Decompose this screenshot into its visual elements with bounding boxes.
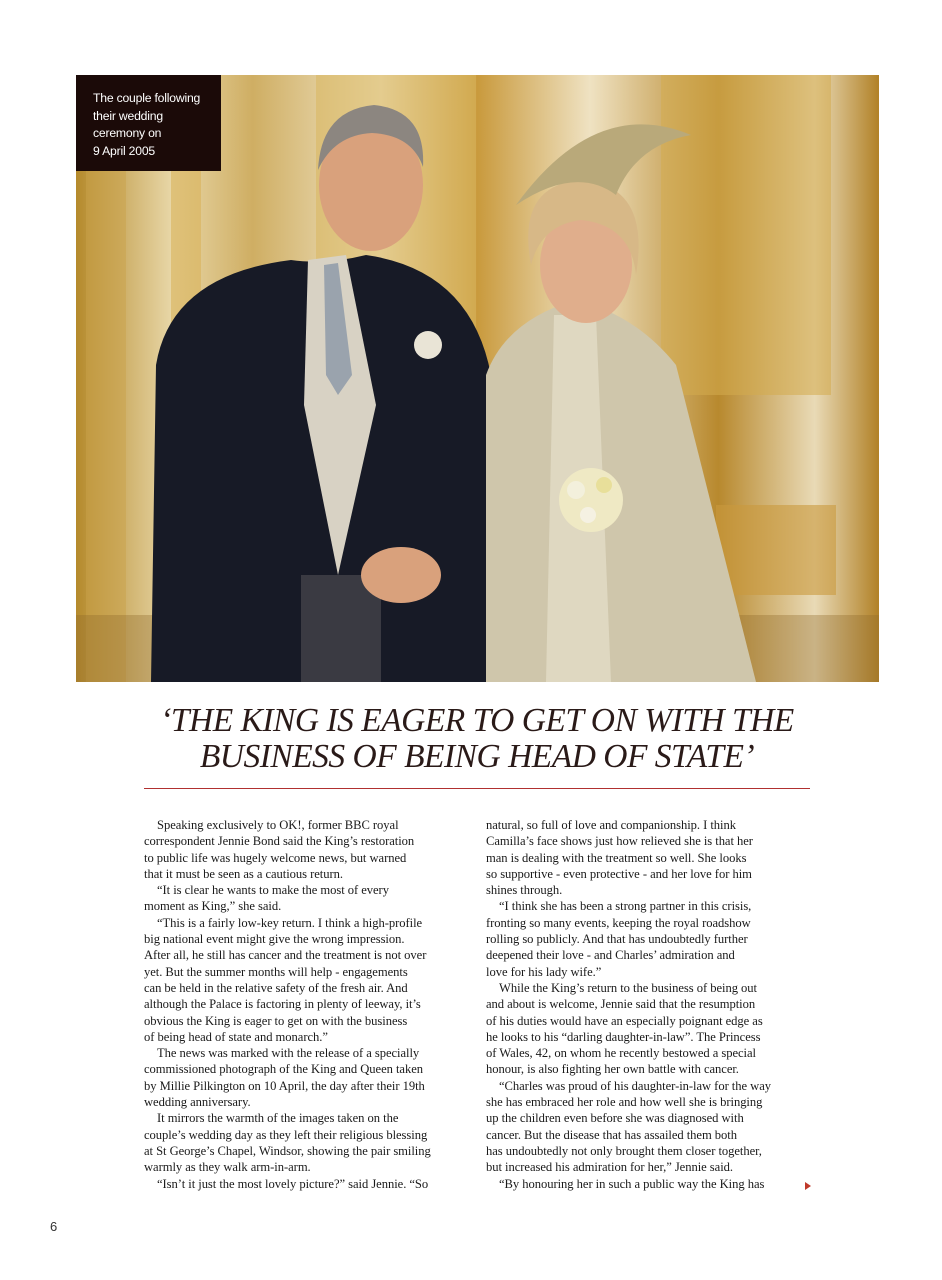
caption-line: The couple following	[93, 91, 201, 105]
body-line: fronting so many events, keeping the royal roadshow	[486, 915, 751, 930]
body-line: While the King’s return to the business of being out	[499, 980, 757, 995]
body-line: although the Palace is factoring in plenty of leeway, it’s	[144, 997, 421, 1012]
body-line: can be held in the relative safety of the fresh air. And	[144, 980, 408, 995]
body-line: obvious the King is eager to get on with the business	[144, 1013, 408, 1028]
body-line: yet. But the summer months will help - engagements	[144, 964, 408, 979]
body-line: to public life was hugely welcome news, but warned	[144, 850, 407, 865]
body-line: shines through.	[486, 883, 563, 898]
article-column-left	[144, 817, 484, 1192]
body-line: he looks to his “darling daughter-in-law”. The Princess	[486, 1029, 761, 1044]
caption-line: their wedding	[93, 108, 163, 123]
caption-line: ceremony on	[93, 126, 162, 140]
body-line: couple’s wedding day as they left their religious blessing	[144, 1127, 428, 1142]
body-line: “By honouring her in such a public way the King has	[499, 1176, 765, 1191]
body-line: of being head of state and monarch.”	[144, 1029, 328, 1044]
body-line: warmly as they walk arm-in-arm.	[144, 1160, 311, 1175]
photo-caption	[76, 75, 221, 171]
body-line: The news was marked with the release of a specially	[157, 1046, 420, 1061]
body-line: so supportive - even protective - and her love for him	[486, 866, 752, 881]
body-line: big national event might give the wrong impression.	[144, 932, 405, 947]
article-column-right	[486, 817, 826, 1192]
body-line: and about is welcome, Jennie said that the resumption	[486, 997, 756, 1012]
body-line: that it must be seen as a cautious return.	[144, 866, 343, 881]
pull-quote-headline	[144, 703, 810, 775]
continue-arrow-icon	[805, 1182, 811, 1190]
body-line: man is dealing with the treatment so well. She looks	[486, 850, 747, 865]
body-line: up the children even before she was diagnosed with	[486, 1111, 744, 1126]
body-line: by Millie Pilkington on 10 April, the day after their 19th	[144, 1078, 425, 1093]
body-line: of Wales, 42, on whom he recently bestowed a special	[486, 1046, 756, 1061]
body-line: Speaking exclusively to OK!, former BBC royal	[157, 818, 399, 832]
body-line: of his duties would have an especially poignant edge as	[486, 1013, 763, 1028]
caption-line: 9 April 2005	[93, 143, 155, 158]
body-line: moment as King,” she said.	[144, 899, 282, 914]
body-line: rolling so publicly. And that has undoubtedly further	[486, 932, 748, 947]
body-line: correspondent Jennie Bond said the King’s restoration	[144, 834, 415, 849]
body-line: commissioned photograph of the King and Queen taken	[144, 1062, 423, 1077]
body-line: but increased his admiration for her,” Jennie said.	[486, 1160, 733, 1175]
body-line: It mirrors the warmth of the images taken on the	[157, 1111, 399, 1126]
body-line: she has embraced her role and how well she is bringing	[486, 1095, 763, 1110]
body-line: “This is a fairly low-key return. I think a high-profile	[157, 915, 423, 930]
body-line: deepened their love - and Charles’ admiration and	[486, 948, 735, 963]
body-line: Camilla’s face shows just how relieved she is that her	[486, 834, 753, 849]
body-line: “Charles was proud of his daughter-in-law for the way	[499, 1078, 771, 1093]
body-line: at St George’s Chapel, Windsor, showing the pair smiling	[144, 1143, 431, 1158]
body-line: After all, he still has cancer and the treatment is not over	[144, 948, 427, 963]
headline-divider	[144, 788, 810, 789]
body-line: “It is clear he wants to make the most of every	[157, 883, 389, 898]
body-line: love for his lady wife.”	[486, 964, 602, 979]
headline-line: BUSINESS OF BEING HEAD OF STATE’	[199, 738, 755, 775]
body-line: has undoubtedly not only brought them closer together,	[486, 1143, 762, 1158]
body-line: wedding anniversary.	[144, 1095, 251, 1110]
headline-line: ‘THE KING IS EAGER TO GET ON WITH THE	[160, 702, 794, 739]
body-line: “Isn’t it just the most lovely picture?” said Jennie. “So	[157, 1176, 429, 1191]
page-number: 6	[50, 1219, 58, 1234]
body-line: natural, so full of love and companionship. I think	[486, 818, 736, 832]
body-line: “I think she has been a strong partner in this crisis,	[499, 899, 752, 914]
body-line: honour, is also fighting her own battle with cancer.	[486, 1062, 739, 1077]
body-line: cancer. But the disease that has assailed them both	[486, 1127, 737, 1142]
